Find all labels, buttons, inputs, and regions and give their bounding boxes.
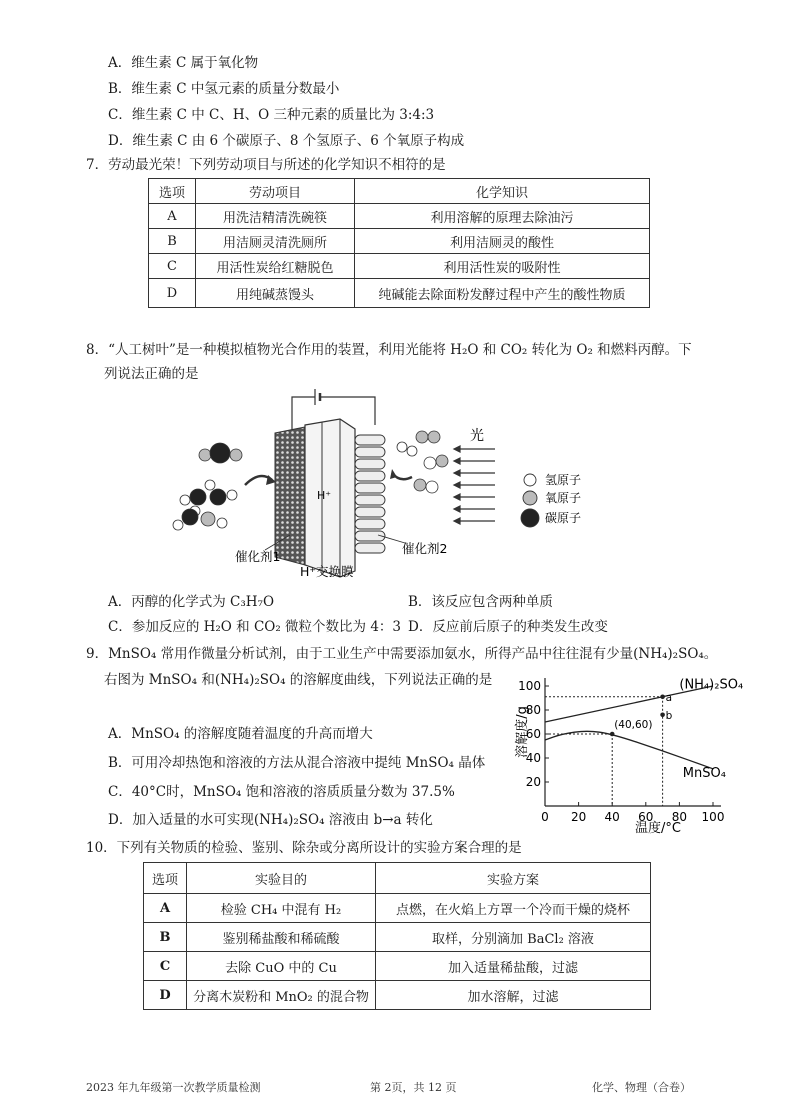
series-line-1 bbox=[545, 731, 713, 769]
q8-stem-line1: 8．“人工树叶”是一种模拟植物光合作用的装置，利用光能将 H₂O 和 CO₂ 转化为 O₂ 和燃料丙醇。下 bbox=[86, 342, 692, 358]
table-cell: D bbox=[144, 981, 187, 1010]
data-point bbox=[660, 695, 665, 700]
table-row bbox=[149, 254, 650, 279]
q10-table bbox=[143, 862, 651, 1010]
table-row bbox=[149, 279, 650, 308]
q7-table bbox=[148, 178, 650, 308]
table-cell: 加入适量稀盐酸，过滤 bbox=[376, 952, 651, 981]
legend-hydrogen-label: 氢原子 bbox=[545, 473, 582, 487]
q9-option-d: D．加入适量的水可实现(NH₄)₂SO₄ 溶液由 b→a 转化 bbox=[108, 812, 433, 828]
x-tick-label: 100 bbox=[701, 810, 725, 824]
table-header-row bbox=[144, 863, 651, 894]
table-cell: 点燃，在火焰上方罩一个冷而干燥的烧杯 bbox=[376, 894, 651, 923]
table-header-cell: 劳动项目 bbox=[196, 179, 355, 204]
table-header-cell: 选项 bbox=[149, 179, 196, 204]
x-tick-label: 60 bbox=[638, 810, 654, 824]
table-cell: 检验 CH₄ 中混有 H₂ bbox=[187, 894, 376, 923]
y-tick-label: 40 bbox=[525, 751, 541, 765]
series-label: (NH₄)₂SO₄ bbox=[679, 677, 744, 693]
y-tick-label: 100 bbox=[518, 679, 541, 693]
table-cell: C bbox=[149, 254, 196, 279]
footer-page-number: 第 2页，共 12 页 bbox=[370, 1081, 457, 1094]
q6-option-d: D．维生素 C 由 6 个碳原子、8 个氢原子、6 个氧原子构成 bbox=[108, 133, 465, 149]
table-cell: 利用溶解的原理去除油污 bbox=[355, 204, 650, 229]
q6-option-a: A．维生素 C 属于氧化物 bbox=[108, 55, 259, 71]
table-header-cell: 实验目的 bbox=[187, 863, 376, 894]
table-cell: 用洗洁精清洗碗筷 bbox=[196, 204, 355, 229]
table-cell: 用活性炭给红糖脱色 bbox=[196, 254, 355, 279]
carbon-atom-icon bbox=[521, 509, 539, 527]
x-tick-label: 0 bbox=[541, 810, 549, 824]
table-cell: 用纯碱蒸馒头 bbox=[196, 279, 355, 308]
table-row bbox=[149, 229, 650, 254]
table-cell: 用洁厕灵清洗厕所 bbox=[196, 229, 355, 254]
table-cell: 去除 CuO 中的 Cu bbox=[187, 952, 376, 981]
table-row bbox=[144, 952, 651, 981]
q9-option-a: A．MnSO₄ 的溶解度随着温度的升高而增大 bbox=[108, 726, 373, 742]
q8-option-d: D．反应前后原子的种类发生改变 bbox=[408, 619, 608, 635]
q9-stem-line1: 9．MnSO₄ 常用作微量分析试剂，由于工业生产中需要添加氨水，所得产品中往往混有少量(NH₄)₂SO₄。 bbox=[86, 646, 718, 662]
table-cell: C bbox=[144, 952, 187, 981]
table-cell: D bbox=[149, 279, 196, 308]
table-row bbox=[144, 923, 651, 952]
table-cell: 鉴别稀盐酸和稀硫酸 bbox=[187, 923, 376, 952]
hydrogen-atom-icon bbox=[524, 474, 536, 486]
light-label: 光 bbox=[470, 428, 484, 444]
table-cell: 分离木炭粉和 MnO₂ 的混合物 bbox=[187, 981, 376, 1010]
data-point bbox=[660, 713, 665, 718]
q10-stem: 10．下列有关物质的检验、鉴别、除杂或分离所设计的实验方案合理的是 bbox=[86, 840, 522, 856]
table-header-cell: 实验方案 bbox=[376, 863, 651, 894]
q6-option-b: B．维生素 C 中氢元素的质量分数最小 bbox=[108, 81, 340, 97]
x-tick-label: 20 bbox=[570, 810, 587, 824]
point-label-a: a bbox=[665, 691, 673, 704]
q6-option-c: C．维生素 C 中 C、H、O 三种元素的质量比为 3:4:3 bbox=[108, 107, 435, 123]
x-tick-label: 80 bbox=[671, 810, 688, 824]
legend-carbon-label: 碳原子 bbox=[545, 511, 582, 525]
footer-exam-title: 2023 年九年级第一次教学质量检测 bbox=[86, 1081, 261, 1094]
legend-oxygen-label: 氧原子 bbox=[545, 491, 582, 505]
table-cell: 取样，分别滴加 BaCl₂ 溶液 bbox=[376, 923, 651, 952]
y-tick-label: 20 bbox=[525, 775, 541, 789]
q8-option-a: A．丙醇的化学式为 C₃H₇O bbox=[108, 594, 275, 610]
table-cell: A bbox=[149, 204, 196, 229]
catalyst2-label: 催化剂2 bbox=[402, 541, 448, 556]
table-row bbox=[144, 894, 651, 923]
table-row bbox=[149, 204, 650, 229]
point-label-b: b bbox=[665, 709, 673, 722]
q9-stem-line2: 右图为 MnSO₄ 和(NH₄)₂SO₄ 的溶解度曲线，下列说法正确的是 bbox=[104, 672, 493, 688]
footer-subject: 化学、物理（合卷） bbox=[592, 1081, 691, 1094]
catalyst1-label: 催化剂1 bbox=[235, 549, 281, 564]
y-tick-label: 80 bbox=[525, 703, 541, 717]
table-row bbox=[144, 981, 651, 1010]
table-header-cell: 化学知识 bbox=[355, 179, 650, 204]
membrane-label: H⁺交换膜 bbox=[300, 564, 354, 579]
y-axis-label: 溶解度/g bbox=[515, 706, 530, 758]
table-cell: 加水溶解，过滤 bbox=[376, 981, 651, 1010]
point-label-40-60: (40,60) bbox=[614, 719, 653, 731]
table-cell: 利用活性炭的吸附性 bbox=[355, 254, 650, 279]
series-label: MnSO₄ bbox=[682, 766, 726, 782]
q9-option-b: B．可用冷却热饱和溶液的方法从混合溶液中提纯 MnSO₄ 晶体 bbox=[108, 755, 486, 771]
x-tick-label: 40 bbox=[604, 810, 620, 824]
q8-option-c: C．参加反应的 H₂O 和 CO₂ 微粒个数比为 4：3 bbox=[108, 619, 402, 635]
table-cell: A bbox=[144, 894, 187, 923]
table-cell: 利用洁厕灵的酸性 bbox=[355, 229, 650, 254]
y-tick-label: 60 bbox=[525, 727, 541, 741]
q8-stem-line2: 列说法正确的是 bbox=[104, 366, 199, 382]
artificial-leaf-figure bbox=[150, 385, 620, 585]
q8-option-b: B．该反应包含两种单质 bbox=[408, 594, 553, 610]
h-plus-label: H⁺ bbox=[317, 489, 332, 502]
table-cell: 纯碱能去除面粉发酵过程中产生的酸性物质 bbox=[355, 279, 650, 308]
table-header-row bbox=[149, 179, 650, 204]
q7-stem: 7．劳动最光荣！下列劳动项目与所述的化学知识不相符的是 bbox=[86, 157, 446, 173]
q9-option-c: C．40°C时，MnSO₄ 饱和溶液的溶质质量分数为 37.5% bbox=[108, 784, 455, 800]
table-cell: B bbox=[144, 923, 187, 952]
table-cell: B bbox=[149, 229, 196, 254]
x-axis-label: 温度/°C bbox=[635, 821, 681, 836]
table-header-cell: 选项 bbox=[144, 863, 187, 894]
solubility-chart bbox=[508, 668, 770, 840]
data-point bbox=[610, 732, 615, 737]
oxygen-atom-icon bbox=[523, 491, 537, 505]
